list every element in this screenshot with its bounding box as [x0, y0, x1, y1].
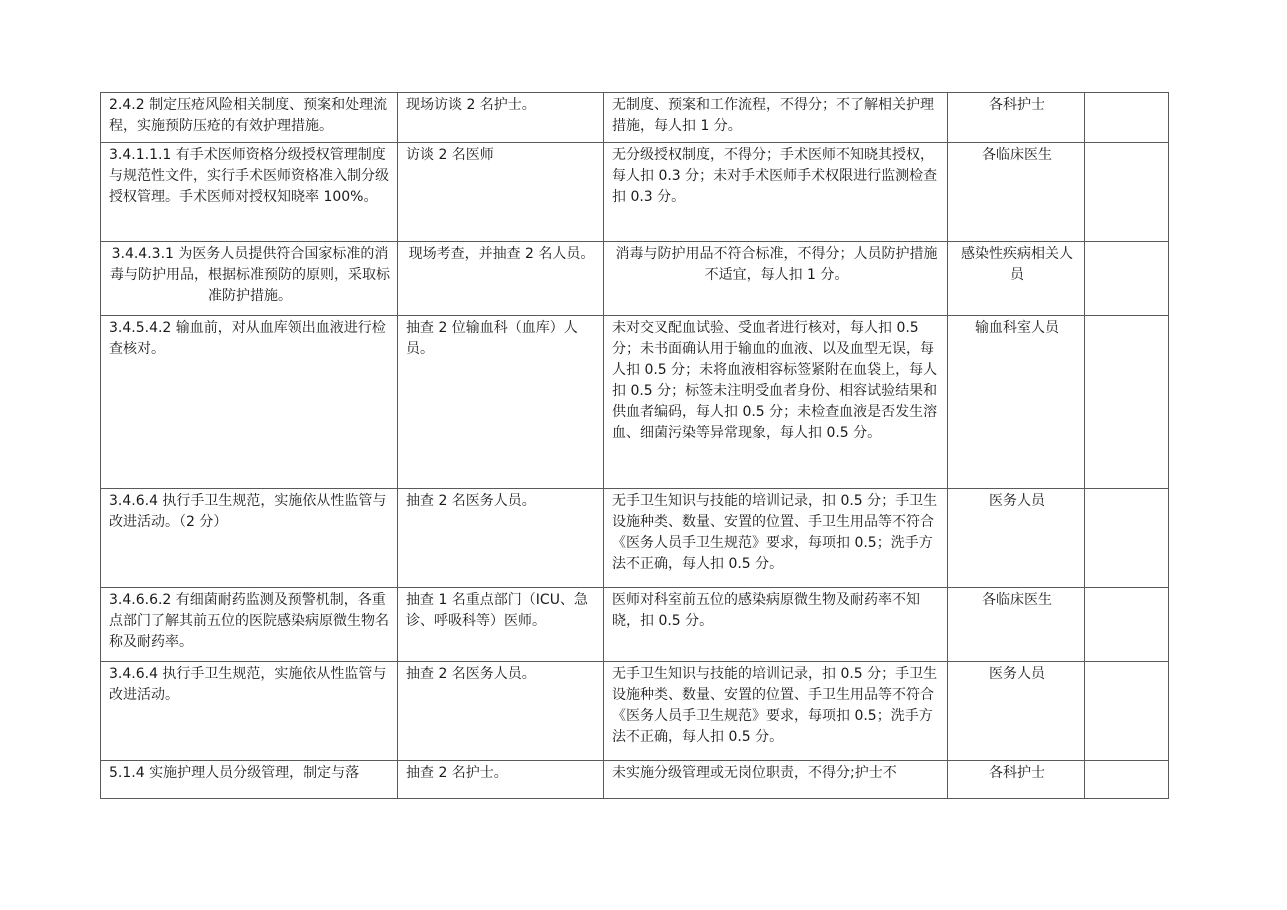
deduction-cell: 未实施分级管理或无岗位职责，不得分;护士不	[604, 761, 948, 799]
standard-cell: 3.4.6.4 执行手卫生规范，实施依从性监管与改进活动。（2 分）	[101, 489, 398, 588]
target-cell: 医务人员	[948, 662, 1085, 761]
table-row	[101, 662, 1169, 761]
method-cell: 抽查 2 位输血科（血库）人员。	[398, 316, 604, 489]
inspection-table	[100, 92, 1169, 799]
table-row	[101, 143, 1169, 242]
table-row	[101, 489, 1169, 588]
deduction-cell: 未对交叉配血试验、受血者进行核对，每人扣 0.5 分；未书面确认用于输血的血液、以及血型无误，每人扣 0.5 分；未将血液相容标签紧附在血袋上，每人扣 0.5 分；标签未注明受血者身份、相容试验结果和供血者编码，每人扣 0.5 分；未检查血液是否发生溶血、细菌污染等异常现象，每人扣 0.5 分。	[604, 316, 948, 489]
method-cell: 抽查 2 名医务人员。	[398, 489, 604, 588]
standard-cell: 3.4.4.3.1 为医务人员提供符合国家标准的消毒与防护用品，根据标准预防的原则，采取标准防护措施。	[101, 242, 398, 316]
deduction-cell: 消毒与防护用品不符合标准，不得分；人员防护措施不适宜，每人扣 1 分。	[604, 242, 948, 316]
standard-cell: 3.4.6.4 执行手卫生规范，实施依从性监管与改进活动。	[101, 662, 398, 761]
standard-cell: 3.4.5.4.2 输血前，对从血库领出血液进行检查核对。	[101, 316, 398, 489]
deduction-cell: 无制度、预案和工作流程，不得分；不了解相关护理措施，每人扣 1 分。	[604, 93, 948, 143]
target-cell: 各科护士	[948, 761, 1085, 799]
standard-cell: 5.1.4 实施护理人员分级管理，制定与落	[101, 761, 398, 799]
target-cell: 各临床医生	[948, 588, 1085, 662]
remark-cell	[1085, 662, 1169, 761]
table-row	[101, 588, 1169, 662]
method-cell: 现场访谈 2 名护士。	[398, 93, 604, 143]
table-row	[101, 93, 1169, 143]
remark-cell	[1085, 242, 1169, 316]
deduction-cell: 无手卫生知识与技能的培训记录，扣 0.5 分；手卫生设施种类、数量、安置的位置、手卫生用品等不符合《医务人员手卫生规范》要求，每项扣 0.5；洗手方法不正确，每人扣 0.5 分。	[604, 489, 948, 588]
table-row	[101, 761, 1169, 799]
remark-cell	[1085, 316, 1169, 489]
method-cell: 现场考查，并抽查 2 名人员。	[398, 242, 604, 316]
target-cell: 各科护士	[948, 93, 1085, 143]
remark-cell	[1085, 761, 1169, 799]
remark-cell	[1085, 588, 1169, 662]
method-cell: 抽查 1 名重点部门（ICU、急诊、呼吸科等）医师。	[398, 588, 604, 662]
remark-cell	[1085, 489, 1169, 588]
target-cell: 各临床医生	[948, 143, 1085, 242]
target-cell: 感染性疾病相关人员	[948, 242, 1085, 316]
standard-cell: 2.4.2 制定压疮风险相关制度、预案和处理流程，实施预防压疮的有效护理措施。	[101, 93, 398, 143]
method-cell: 抽查 2 名护士。	[398, 761, 604, 799]
table-row	[101, 316, 1169, 489]
deduction-cell: 无手卫生知识与技能的培训记录，扣 0.5 分；手卫生设施种类、数量、安置的位置、手卫生用品等不符合《医务人员手卫生规范》要求，每项扣 0.5；洗手方法不正确，每人扣 0.5 分。	[604, 662, 948, 761]
target-cell: 医务人员	[948, 489, 1085, 588]
method-cell: 访谈 2 名医师	[398, 143, 604, 242]
standard-cell: 3.4.6.6.2 有细菌耐药监测及预警机制，各重点部门了解其前五位的医院感染病原微生物名称及耐药率。	[101, 588, 398, 662]
target-cell: 输血科室人员	[948, 316, 1085, 489]
deduction-cell: 医师对科室前五位的感染病原微生物及耐药率不知晓，扣 0.5 分。	[604, 588, 948, 662]
standard-cell: 3.4.1.1.1 有手术医师资格分级授权管理制度与规范性文件，实行手术医师资格准入制分级授权管理。手术医师对授权知晓率 100%。	[101, 143, 398, 242]
remark-cell	[1085, 143, 1169, 242]
table-row	[101, 242, 1169, 316]
deduction-cell: 无分级授权制度，不得分；手术医师不知晓其授权，每人扣 0.3 分；未对手术医师手术权限进行监测检查扣 0.3 分。	[604, 143, 948, 242]
method-cell: 抽查 2 名医务人员。	[398, 662, 604, 761]
remark-cell	[1085, 93, 1169, 143]
